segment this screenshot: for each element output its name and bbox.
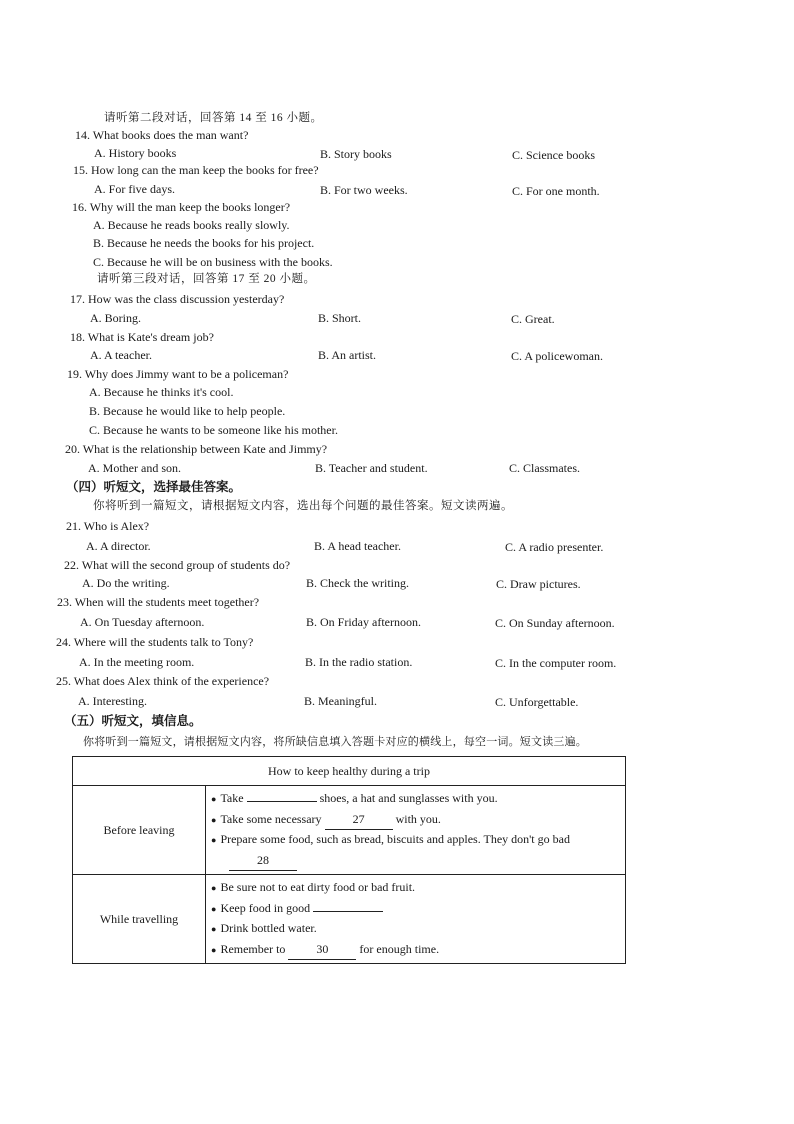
- blank-29: [313, 911, 383, 912]
- stage-while-travelling: While travelling: [73, 875, 206, 964]
- while-travelling-list: [206, 875, 626, 964]
- before-leaving-list: [206, 786, 626, 875]
- bullet-icon: ●: [211, 883, 217, 893]
- q19-option-c: C. Because he wants to be someone like his mother.: [89, 423, 338, 437]
- question-14: 14. What books does the man want?: [75, 128, 249, 142]
- before-bullet-1: ● Take shoes, a hat and sunglasses with you.: [211, 791, 498, 805]
- section4-heading: （四）听短文，选择最佳答案。: [66, 480, 242, 494]
- instruction-part2: 请听第二段对话，回答第 14 至 16 小题。: [104, 112, 323, 124]
- question-19: 19. Why does Jimmy want to be a policeman?: [67, 367, 289, 381]
- q16-option-b: B. Because he needs the books for his project.: [93, 236, 315, 250]
- instruction-part3: 请听第三段对话，回答第 17 至 20 小题。: [97, 273, 316, 285]
- blank-30: 30: [288, 940, 356, 961]
- stage-before-leaving: Before leaving: [73, 786, 206, 875]
- section4-instruction: 你将听到一篇短文，请根据短文内容，选出每个问题的最佳答案。短文读两遍。: [93, 500, 513, 512]
- q24-option-c: C. In the computer room.: [495, 656, 617, 670]
- q14-option-b: B. Story books: [320, 147, 392, 161]
- q23-option-b: B. On Friday afternoon.: [306, 615, 421, 629]
- q17-option-c: C. Great.: [511, 312, 555, 326]
- q23-option-a: A. On Tuesday afternoon.: [80, 615, 205, 629]
- bullet-icon: ●: [211, 944, 217, 955]
- question-17: 17. How was the class discussion yesterday?: [70, 292, 285, 306]
- table-title: How to keep healthy during a trip: [73, 757, 626, 786]
- question-20: 20. What is the relationship between Kate and Jimmy?: [65, 442, 328, 456]
- bullet-icon: ●: [211, 794, 217, 804]
- q25-option-b: B. Meaningful.: [304, 694, 377, 708]
- q19-option-b: B. Because he would like to help people.: [89, 404, 286, 418]
- while-bullet-3: ● Drink bottled water.: [211, 921, 317, 935]
- q25-option-a: A. Interesting.: [78, 694, 147, 708]
- question-16: 16. Why will the man keep the books longer?: [72, 200, 291, 214]
- bullet-icon: ●: [211, 924, 217, 934]
- q18-option-c: C. A policewoman.: [511, 349, 603, 363]
- q22-option-b: B. Check the writing.: [306, 576, 409, 590]
- q20-option-b: B. Teacher and student.: [315, 461, 428, 475]
- q14-option-c: C. Science books: [512, 148, 595, 162]
- q22-option-c: C. Draw pictures.: [496, 577, 581, 591]
- info-table: [72, 756, 626, 964]
- question-15: 15. How long can the man keep the books for free?: [73, 163, 319, 177]
- bullet-icon: ●: [211, 835, 217, 845]
- q14-option-a: A. History books: [94, 146, 177, 160]
- question-21: 21. Who is Alex?: [66, 519, 150, 533]
- q15-option-c: C. For one month.: [512, 184, 600, 198]
- q18-option-a: A. A teacher.: [90, 348, 152, 362]
- blank-27: 27: [325, 810, 393, 831]
- q17-option-b: B. Short.: [318, 311, 362, 325]
- q20-option-c: C. Classmates.: [509, 461, 580, 475]
- q24-option-b: B. In the radio station.: [305, 655, 413, 669]
- q22-option-a: A. Do the writing.: [82, 576, 170, 590]
- before-bullet-3-cont: [211, 851, 620, 872]
- q23-option-c: C. On Sunday afternoon.: [495, 616, 615, 630]
- section5-heading: （五）听短文，填信息。: [64, 714, 202, 728]
- q15-option-b: B. For two weeks.: [320, 183, 408, 197]
- q16-option-c: C. Because he will be on business with the books.: [93, 255, 333, 269]
- question-22: 22. What will the second group of students do?: [64, 558, 291, 572]
- q25-option-c: C. Unforgettable.: [495, 695, 579, 709]
- question-18: 18. What is Kate's dream job?: [70, 330, 214, 344]
- q15-option-a: A. For five days.: [94, 182, 175, 196]
- q21-option-c: C. A radio presenter.: [505, 540, 604, 554]
- while-bullet-4: ● Remember to 30 for enough time.: [211, 940, 620, 961]
- bullet-icon: ●: [211, 903, 217, 914]
- blank-28: 28: [229, 851, 297, 872]
- q21-option-a: A. A director.: [86, 539, 151, 553]
- section5-instruction: 你将听到一篇短文，请根据短文内容，将所缺信息填入答题卡对应的横线上，每空一词。短文读三遍。: [83, 736, 587, 748]
- q20-option-a: A. Mother and son.: [88, 461, 181, 475]
- while-bullet-1: ● Be sure not to eat dirty food or bad fruit.: [211, 880, 416, 894]
- before-bullet-2: ● Take some necessary 27 with you.: [211, 810, 620, 831]
- q24-option-a: A. In the meeting room.: [79, 655, 195, 669]
- while-bullet-2: ● Keep food in good: [211, 899, 620, 920]
- q17-option-a: A. Boring.: [90, 311, 141, 325]
- q19-option-a: A. Because he thinks it's cool.: [89, 385, 234, 399]
- bullet-icon: ●: [211, 814, 217, 825]
- q18-option-b: B. An artist.: [318, 348, 377, 362]
- question-25: 25. What does Alex think of the experience?: [56, 674, 270, 688]
- before-bullet-3: ● Prepare some food, such as bread, biscuits and apples. They don't go bad: [211, 832, 570, 846]
- q16-option-a: A. Because he reads books really slowly.: [93, 218, 290, 232]
- blank-26: [247, 801, 317, 802]
- question-23: 23. When will the students meet together?: [57, 595, 260, 609]
- q21-option-b: B. A head teacher.: [314, 539, 401, 553]
- question-24: 24. Where will the students talk to Tony?: [56, 635, 254, 649]
